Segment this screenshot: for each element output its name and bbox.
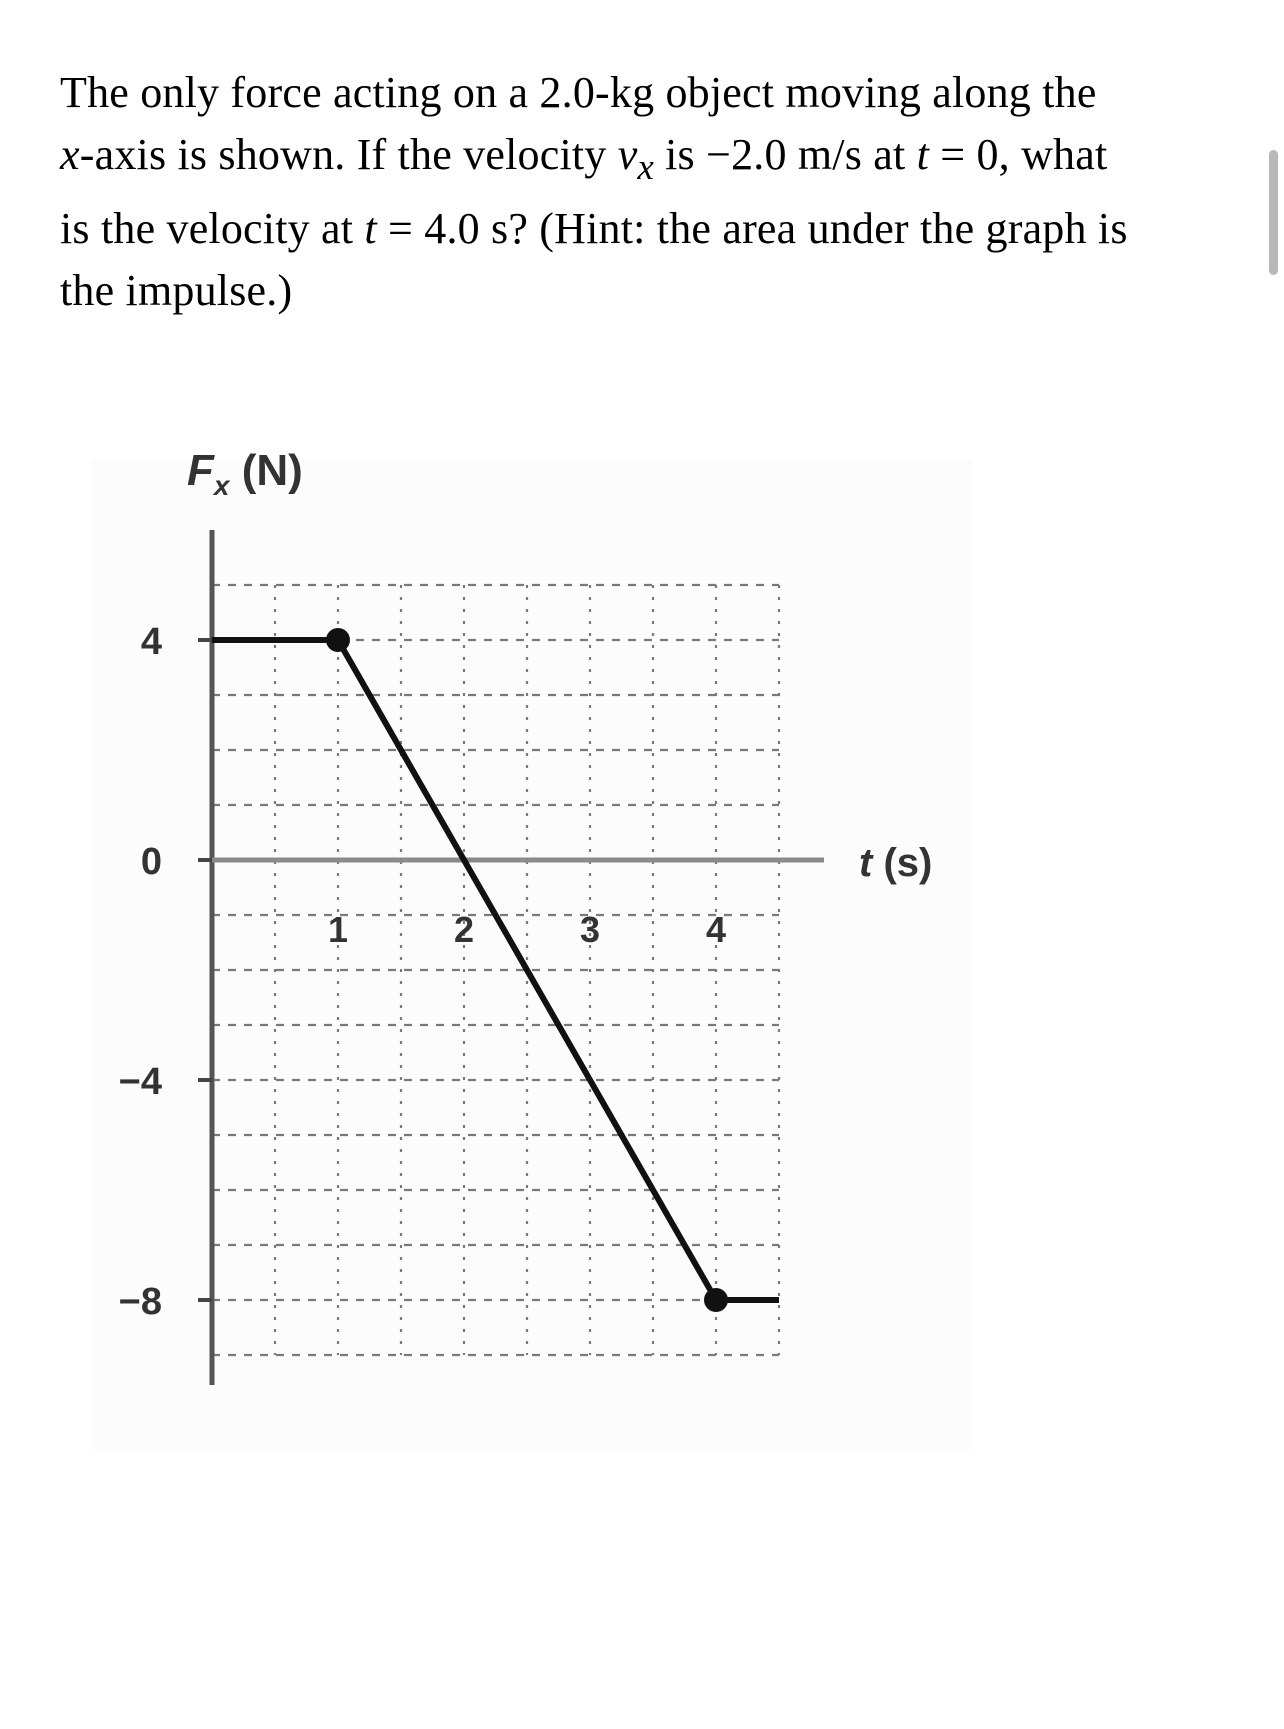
x-axis-label-unit: (s) (872, 841, 933, 885)
y-axis-label-unit: (N) (229, 446, 303, 495)
x-tick-label: 1 (327, 909, 349, 950)
y-tick-label: 4 (140, 621, 162, 663)
y-tick-label: −8 (118, 1281, 162, 1323)
variable-t: t (364, 203, 377, 253)
question-line-1 (60, 62, 1240, 124)
x-tick-label: 4 (705, 909, 727, 950)
question-segment: is the velocity at (60, 203, 365, 253)
question-segment: is −2.0 m/s at (653, 130, 917, 179)
question-segment: The only force acting on a 2.0-kg object moving along the (60, 68, 1097, 117)
x-axis-label (859, 841, 932, 885)
question-text (60, 62, 1240, 322)
question-segment: = 0, what (929, 130, 1108, 179)
grid (92, 460, 972, 1450)
chart-background (92, 460, 972, 1450)
y-tick-label: −4 (118, 1061, 162, 1103)
x-tick-label: 2 (453, 909, 475, 950)
question-segment: -axis is shown. If the velocity (79, 130, 618, 179)
variable-x: x (60, 130, 80, 179)
y-axis-label-main: F (187, 446, 214, 495)
y-tick-label: 0 (140, 841, 162, 883)
x-axis-label-var: t (859, 841, 873, 885)
question-segment: the impulse.) (60, 265, 293, 315)
y-axis-label (187, 446, 303, 501)
question-line-2 (60, 124, 1240, 198)
question-line-4 (60, 260, 1240, 322)
question-line-3 (60, 198, 1240, 260)
y-axis-label-subscript: x (213, 470, 230, 501)
data-point-marker (704, 1288, 728, 1312)
data-point-marker (326, 628, 350, 652)
x-tick-label: 3 (579, 909, 601, 950)
force-time-chart (92, 446, 1072, 1580)
subscript-x: x (637, 145, 654, 187)
variable-v: v (617, 130, 638, 179)
chart-svg (92, 446, 1072, 1580)
scrollbar[interactable] (1269, 150, 1278, 275)
question-segment: = 4.0 s? (Hint: the area under the graph is (376, 203, 1128, 253)
variable-t: t (916, 130, 930, 179)
